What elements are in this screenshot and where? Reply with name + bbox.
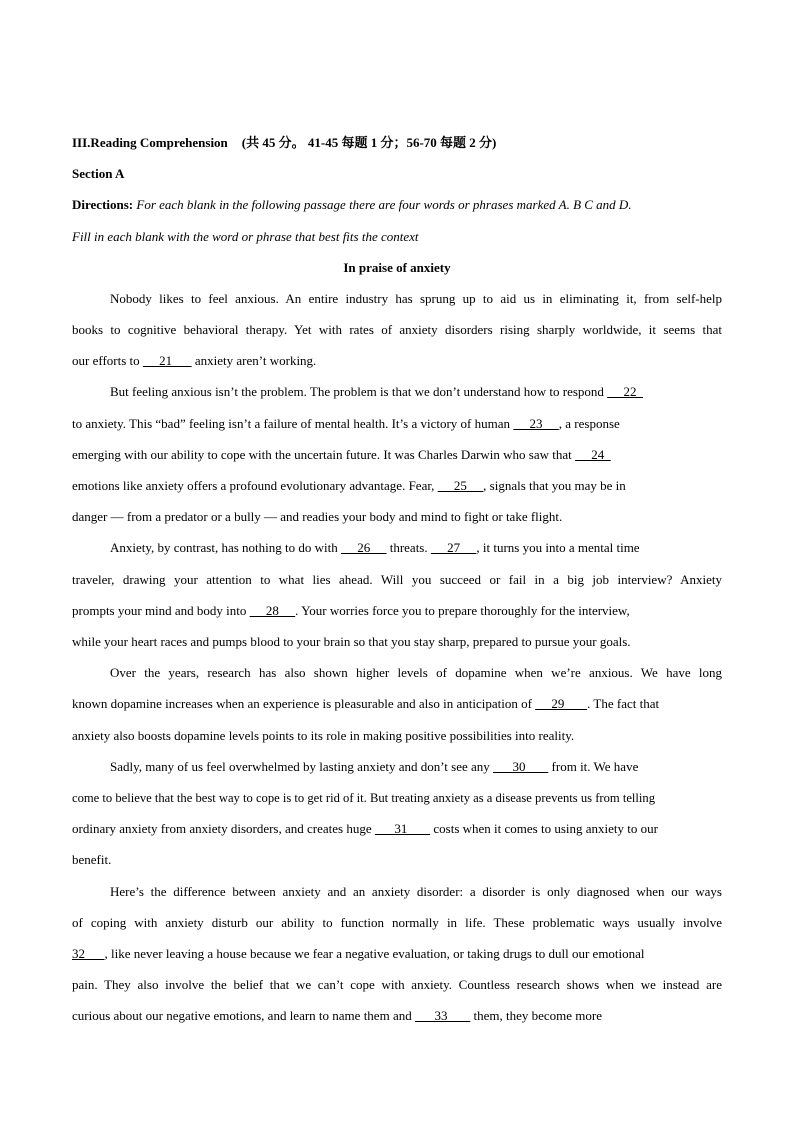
passage-line-17: come to believe that the best way to cope is to get rid of it. But treating anxiety as a disease prevents us from telling [72,791,656,805]
blank-24[interactable]: 24 [575,447,611,462]
blank-27[interactable]: 27 [430,540,477,555]
section-heading-line [72,135,496,151]
directions-label: Directions: [72,197,134,212]
blank-21[interactable]: 21 [142,353,192,368]
blank-23[interactable]: 23 [513,416,559,431]
passage-line-10: traveler, drawing your attention to what lies ahead. Will you succeed or fail in a big job interview? Anxiety [72,572,722,587]
passage-line-16: Sadly, many of us feel overwhelmed by lasting anxiety and don’t see any 30 from it. We have [110,759,639,774]
directions-text-1: For each blank in the following passage there are four words or phrases marked A. B C and D. [133,197,632,212]
passage-line-13: Over the years, research has also shown higher levels of dopamine when we’re anxious. We have long [110,665,722,680]
blank-28[interactable]: 28 [249,603,296,618]
passage-line-23: pain. They also involve the belief that we can’t cope with anxiety. Countless research shows when we instead are [72,977,722,992]
passage-line-8: danger — from a predator or a bully — and readies your body and mind to fight or take flight. [72,509,563,524]
section-label: Section A [72,166,125,181]
blank-33[interactable]: 33 [414,1008,471,1023]
passage-line-15: anxiety also boosts dopamine levels points to its role in making positive possibilities into reality. [72,728,575,743]
directions-line-1 [72,197,632,213]
passage-line-11: prompts your mind and body into 28 . Your worries force you to prepare thoroughly for the interview, [72,603,630,618]
blank-32[interactable]: 32 [72,946,105,961]
passage-line-20: Here’s the difference between anxiety and an anxiety disorder: a disorder is only diagnosed when our ways [110,884,722,899]
passage-line-2: books to cognitive behavioral therapy. Yet with rates of anxiety disorders rising sharply worldwide, it seems that [72,322,722,337]
passage-line-3: our efforts to 21 anxiety aren’t working. [72,353,317,368]
score-note: (共 45 分。 41-45 每题 1 分；56-70 每题 2 分) [241,135,497,150]
blank-26[interactable]: 26 [340,540,387,555]
passage-line-1: Nobody likes to feel anxious. An entire industry has sprung up to aid us in eliminating it, from self-help [110,291,722,306]
passage-line-9: Anxiety, by contrast, has nothing to do with 26 threats. 27 , it turns you into a mental time [110,540,640,555]
blank-31[interactable]: 31 [374,821,431,836]
directions-text-2: Fill in each blank with the word or phrase that best fits the context [72,229,419,244]
passage-line-22: 32 , like never leaving a house because we fear a negative evaluation, or taking drugs to dull our emotional [72,946,645,961]
passage-title: In praise of anxiety [343,260,451,275]
blank-25[interactable]: 25 [437,478,484,493]
passage-line-7: emotions like anxiety offers a profound evolutionary advantage. Fear, 25 , signals that you may be in [72,478,626,493]
passage-line-21: of coping with anxiety disturb our ability to function normally in life. These problematic ways usually involve [72,915,722,930]
blank-22[interactable]: 22 [607,384,643,399]
passage-line-19: benefit. [72,852,112,867]
passage-line-6: emerging with our ability to cope with the uncertain future. It was Charles Darwin who saw that 24 [72,447,611,462]
passage-line-18: ordinary anxiety from anxiety disorders, and creates huge 31 costs when it comes to using anxiety to our [72,821,658,836]
section-heading: III.Reading Comprehension [72,135,228,150]
passage-line-5: to anxiety. This “bad” feeling isn’t a failure of mental health. It’s a victory of human 23 , a response [72,416,620,431]
passage-line-24: curious about our negative emotions, and learn to name them and 33 them, they become more [72,1008,602,1023]
passage-line-14: known dopamine increases when an experience is pleasurable and also in anticipation of 29 . The fact that [72,696,660,711]
blank-29[interactable]: 29 [535,696,588,711]
passage-line-4: But feeling anxious isn’t the problem. The problem is that we don’t understand how to respond 22 [110,384,643,399]
passage-line-12: while your heart races and pumps blood to your brain so that you stay sharp, prepared to pursue your goals. [72,634,631,649]
blank-30[interactable]: 30 [493,759,549,774]
